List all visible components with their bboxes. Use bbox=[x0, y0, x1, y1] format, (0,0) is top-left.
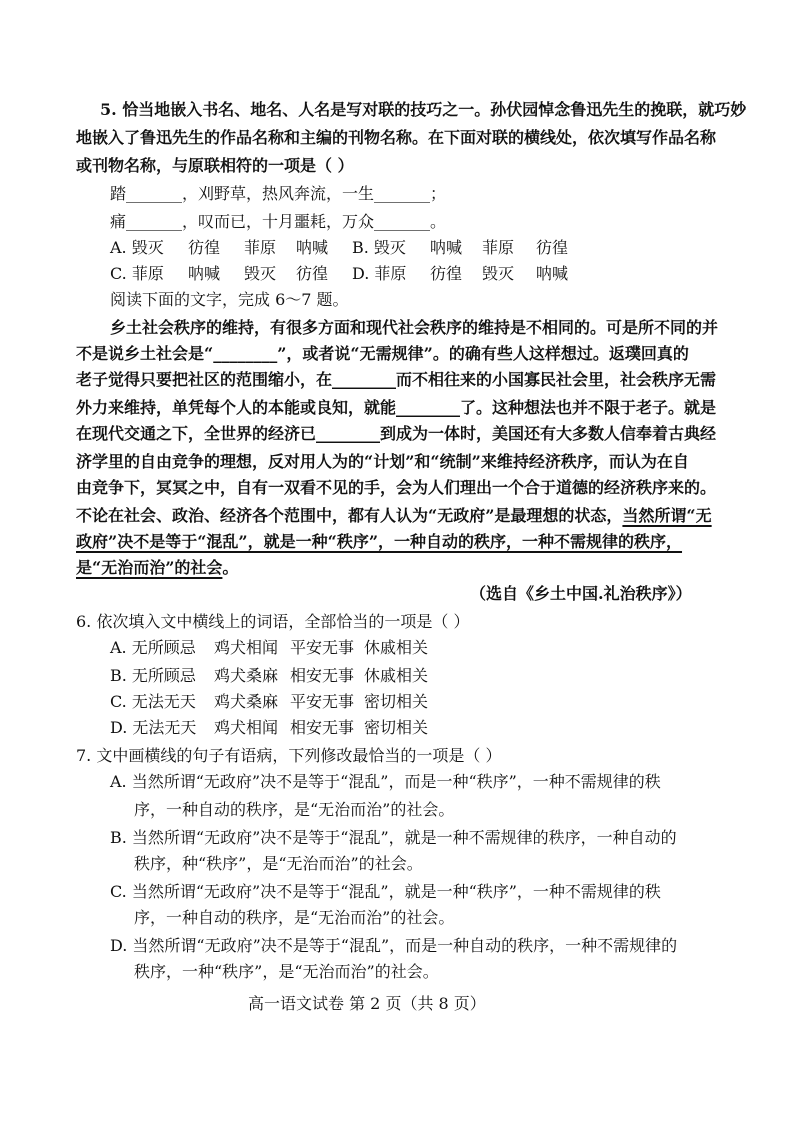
q7-option-d-line-1: D. 当然所谓“无政府”决不是等于“混乱”，而是一种自动的秩序，一种不需规律的 bbox=[110, 936, 678, 955]
q6-option-a-4: 休戚相关 bbox=[364, 638, 429, 657]
q5-option-c: C. 菲原 bbox=[110, 264, 164, 283]
passage-line-8 bbox=[76, 504, 712, 528]
q5-option-b-3: 菲原 bbox=[482, 238, 515, 257]
q5-stem-line-3: 或刊物名称，与原联相符的一项是（ ） bbox=[76, 156, 354, 175]
q5-option-d: D. 菲原 bbox=[352, 264, 407, 283]
q5-couplet-1: 踏_______，刈野草，热风奔流，一生_______； bbox=[110, 184, 447, 203]
q5-option-b-4: 彷徨 bbox=[536, 238, 569, 257]
q6-option-c-3: 平安无事 bbox=[290, 692, 355, 711]
q7-option-d-line-2: 秩序，一种“秩序”，是“无治而治”的社会。 bbox=[134, 962, 439, 981]
q5-option-a-3: 菲原 bbox=[244, 238, 277, 257]
passage-line-2: 不是说乡土社会是“________”，或者说“无需规律”。的确有些人这样想过。返璞回真的 bbox=[76, 344, 689, 363]
q6-option-b-4: 休戚相关 bbox=[364, 666, 429, 685]
q7-option-a-line-1: A. 当然所谓“无政府”决不是等于“混乱”，而是一种“秩序”，一种不需规律的秩 bbox=[110, 772, 661, 791]
q6-option-b-2: 鸡犬桑麻 bbox=[214, 666, 279, 685]
q5-option-a-2: 彷徨 bbox=[188, 238, 221, 257]
q6-option-b: B. 无所顾忌 bbox=[110, 666, 196, 685]
q6-option-a: A. 无所顾忌 bbox=[110, 638, 196, 657]
passage-line-4: 外力来维持，单凭每个人的本能或良知，就能________了。这种想法也并不限于老子。就是 bbox=[76, 398, 717, 417]
passage-line-3: 老子觉得只要把社区的范围缩小，在________而不相往来的小国寡民社会里，社会秩序无需 bbox=[76, 370, 717, 389]
q6-option-c: C. 无法无天 bbox=[110, 692, 196, 711]
passage-line-6: 济学里的自由竞争的理想，反对用人为的“计划”和“统制”来维持经济秩序，而认为在自 bbox=[76, 452, 689, 471]
reading-intro: 阅读下面的文字，完成 6～7 题。 bbox=[110, 290, 349, 309]
q6-option-a-2: 鸡犬相闻 bbox=[214, 638, 279, 657]
q6-option-c-4: 密切相关 bbox=[364, 692, 429, 711]
q5-option-a: A. 毁灭 bbox=[110, 238, 164, 257]
passage-line-8-text: 不论在社会、政治、经济各个范围中，都有人认为“无政府”是最理想的状态， bbox=[76, 506, 623, 525]
q6-stem: 6. 依次填入文中横线上的词语，全部恰当的一项是（ ） bbox=[76, 612, 470, 631]
q5-option-d-2: 彷徨 bbox=[430, 264, 463, 283]
q6-option-b-3: 相安无事 bbox=[290, 666, 355, 685]
page-footer: 高一语文试卷 第 2 页（共 8 页） bbox=[248, 994, 486, 1013]
q7-option-a-line-2: 序，一种自动的秩序，是“无治而治”的社会。 bbox=[134, 800, 455, 819]
q7-stem: 7. 文中画横线的句子有语病，下列修改最恰当的一项是（ ） bbox=[76, 746, 502, 765]
q7-option-b-line-1: B. 当然所谓“无政府”决不是等于“混乱”，就是一种不需规律的秩序，一种自动的 bbox=[110, 828, 677, 847]
q5-stem-line-2: 地嵌入了鲁迅先生的作品名称和主编的刊物名称。在下面对联的横线处，依次填写作品名称 bbox=[76, 128, 717, 147]
passage-source: （选自《乡土中国.礼治秩序》） bbox=[470, 584, 692, 603]
q5-option-c-3: 毁灭 bbox=[244, 264, 277, 283]
q7-option-c-line-1: C. 当然所谓“无政府”决不是等于“混乱”，就是一种“秩序”，一种不需规律的秩 bbox=[110, 882, 661, 901]
q5-stem-line-1: 5. 恰当地嵌入书名、地名、人名是写对联的技巧之一。孙伏园悼念鲁迅先生的挽联，就巧妙 bbox=[100, 100, 747, 119]
passage-line-1: 乡土社会秩序的维持，有很多方面和现代社会秩序的维持是不相同的。可是所不同的并 bbox=[110, 318, 719, 337]
q5-option-c-4: 彷徨 bbox=[296, 264, 329, 283]
underlined-sentence-part-1: 当然所谓“无 bbox=[622, 506, 712, 525]
q5-option-d-4: 呐喊 bbox=[536, 264, 569, 283]
underlined-sentence-part-2: 政府”决不是等于“混乱”，就是一种“秩序”，一种自动的秩序，一种不需规律的秩序， bbox=[76, 532, 683, 551]
q6-option-d-3: 相安无事 bbox=[290, 718, 355, 737]
q5-couplet-2: 痛_______，叹而已，十月噩耗，万众_______。 bbox=[110, 212, 447, 231]
q5-option-b-2: 呐喊 bbox=[430, 238, 463, 257]
q6-option-d-4: 密切相关 bbox=[364, 718, 429, 737]
q5-option-c-2: 呐喊 bbox=[188, 264, 221, 283]
q5-option-a-4: 呐喊 bbox=[296, 238, 329, 257]
q6-option-c-2: 鸡犬桑麻 bbox=[214, 692, 279, 711]
q5-option-d-3: 毁灭 bbox=[482, 264, 515, 283]
passage-line-10 bbox=[76, 556, 238, 580]
q6-option-d: D. 无法无天 bbox=[110, 718, 197, 737]
q7-option-c-line-2: 序，一种自动的秩序，是“无治而治”的社会。 bbox=[134, 908, 455, 927]
underlined-sentence-part-3: 是“无治而治”的社会 bbox=[76, 558, 223, 577]
q5-option-b: B. 毁灭 bbox=[352, 238, 406, 257]
q6-option-d-2: 鸡犬相闻 bbox=[214, 718, 279, 737]
passage-line-7: 由竞争下，冥冥之中，自有一双看不见的手，会为人们理出一个合于道德的经济秩序来的。 bbox=[76, 478, 717, 497]
passage-line-5: 在现代交通之下，全世界的经济已________到成为一体时，美国还有大多数人信奉着古典经 bbox=[76, 424, 717, 443]
q6-option-a-3: 平安无事 bbox=[290, 638, 355, 657]
q7-option-b-line-2: 秩序，种“秩序”，是“无治而治”的社会。 bbox=[134, 854, 423, 873]
passage-line-10-end: 。 bbox=[222, 558, 239, 577]
